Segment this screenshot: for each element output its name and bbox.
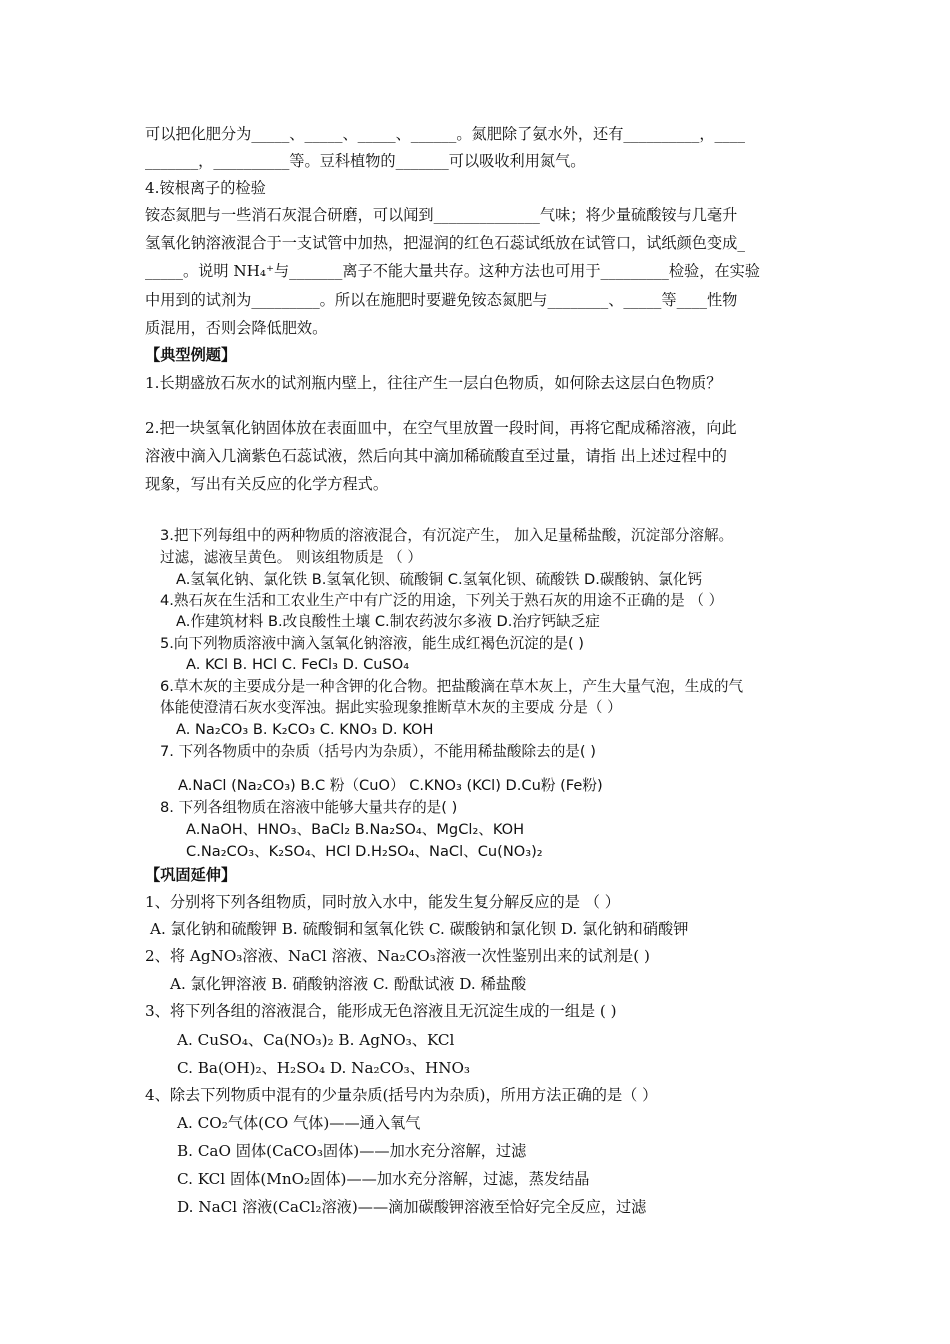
answer-options: B. CaO 固体(CaCO₃固体)——加水充分溶解，过滤: [177, 1142, 527, 1160]
question-text: 溶液中滴入几滴紫色石蕊试液，然后向其中滴加稀硫酸直至过量，请指 出上述过程中的: [145, 447, 727, 465]
answer-options: D. NaCl 溶液(CaCl₂溶液)——滴加碳酸钾溶液至恰好完全反应，过滤: [177, 1198, 647, 1216]
answer-options: A.NaCl (Na₂CO₃) B.C 粉（CuO） C.KNO₃ (KCl) D.Cu粉 (Fe粉): [178, 777, 603, 794]
answer-options: A.氢氧化钠、氯化铁 B.氢氧化钡、硫酸铜 C.氢氧化钡、硫酸铁 D.碳酸钠、氯化钙: [176, 571, 703, 588]
text-line: 质混用，否则会降低肥效。: [145, 319, 328, 337]
answer-options: C. KCl 固体(MnO₂固体)——加水充分溶解，过滤，蒸发结晶: [177, 1170, 590, 1188]
text-line: 氢氧化钠溶液混合于一支试管中加热，把湿润的红色石蕊试纸放在试管口，试纸颜色变成_: [145, 234, 745, 252]
question-text: 7. 下列各物质中的杂质（括号内为杂质），不能用稀盐酸除去的是( ): [160, 743, 596, 760]
question-text: 4、除去下列物质中混有的少量杂质(括号内为杂质)，所用方法正确的是（ ）: [145, 1086, 658, 1104]
section-heading: 【典型例题】: [145, 346, 237, 364]
question-text: 过滤，滤液呈黄色。 则该组物质是 （ ）: [160, 549, 423, 566]
question-text: 现象，写出有关反应的化学方程式。: [145, 475, 388, 493]
question-text: 3.把下列每组中的两种物质的溶液混合，有沉淀产生， 加入足量稀盐酸，沉淀部分溶解。: [160, 527, 734, 544]
question-text: 4.熟石灰在生活和工农业生产中有广泛的用途，下列关于熟石灰的用途不正确的是 （ ）: [160, 592, 724, 609]
question-text: 体能使澄清石灰水变浑浊。据此实验现象推断草木灰的主要成 分是（ ）: [160, 699, 622, 716]
question-text: 1、分别将下列各组物质，同时放入水中，能发生复分解反应的是 （ ）: [145, 893, 620, 911]
section-heading: 4.铵根离子的检验: [145, 179, 266, 197]
question-text: 6.草木灰的主要成分是一种含钾的化合物。把盐酸滴在草木灰上，产生大量气泡，生成的气: [160, 678, 744, 695]
question-text: 2.把一块氢氧化钠固体放在表面皿中，在空气里放置一段时间，再将它配成稀溶液，向此: [145, 419, 737, 437]
answer-options: A. 氯化钠和硫酸钾 B. 硫酸铜和氢氧化铁 C. 碳酸钠和氯化钡 D. 氯化钠和硝酸钾: [150, 920, 689, 938]
question-text: 5.向下列物质溶液中滴入氢氧化钠溶液，能生成红褐色沉淀的是( ): [160, 635, 584, 652]
text-line: 铵态氮肥与一些消石灰混合研磨，可以闻到______________气味；将少量硫酸铵与几毫升: [145, 206, 738, 224]
answer-options: A. KCl B. HCl C. FeCl₃ D. CuSO₄: [186, 656, 410, 673]
answer-options: A. 氯化钾溶液 B. 硝酸钠溶液 C. 酚酞试液 D. 稀盐酸: [170, 975, 527, 993]
question-text: 2、将 AgNO₃溶液、NaCl 溶液、Na₂CO₃溶液一次性鉴别出来的试剂是( ): [145, 947, 650, 965]
text-line: 中用到的试剂为_________。所以在施肥时要避免铵态氮肥与________、_____等____性物: [145, 291, 738, 309]
answer-options: A.NaOH、HNO₃、BaCl₂ B.Na₂SO₄、MgCl₂、KOH: [186, 821, 525, 838]
answer-options: A. Na₂CO₃ B. K₂CO₃ C. KNO₃ D. KOH: [176, 721, 434, 738]
answer-options: A.作建筑材料 B.改良酸性土壤 C.制农药波尔多液 D.治疗钙缺乏症: [176, 613, 600, 630]
section-heading: 【巩固延伸】: [145, 866, 237, 884]
answer-options: C. Ba(OH)₂、H₂SO₄ D. Na₂CO₃、HNO₃: [177, 1059, 471, 1077]
question-text: 8. 下列各组物质在溶液中能够大量共存的是( ): [160, 799, 458, 816]
text-line: _____。说明 NH₄⁺与_______离子不能大量共存。这种方法也可用于_________检验，在实验: [145, 262, 760, 280]
answer-options: C.Na₂CO₃、K₂SO₄、HCl D.H₂SO₄、NaCl、Cu(NO₃)₂: [186, 843, 543, 860]
text-line: _______，__________等。豆科植物的_______可以吸收利用氮气。: [145, 152, 586, 170]
question-text: 1.长期盛放石灰水的试剂瓶内壁上，往往产生一层白色物质，如何除去这层白色物质？: [145, 374, 722, 392]
answer-options: A. CO₂气体(CO 气体)——通入氧气: [177, 1114, 421, 1132]
question-text: 3、将下列各组的溶液混合，能形成无色溶液且无沉淀生成的一组是 ( ): [145, 1002, 617, 1020]
answer-options: A. CuSO₄、Ca(NO₃)₂ B. AgNO₃、KCl: [177, 1031, 455, 1049]
text-line: 可以把化肥分为_____、_____、_____、______。氮肥除了氨水外，还有__________，____: [145, 125, 745, 143]
